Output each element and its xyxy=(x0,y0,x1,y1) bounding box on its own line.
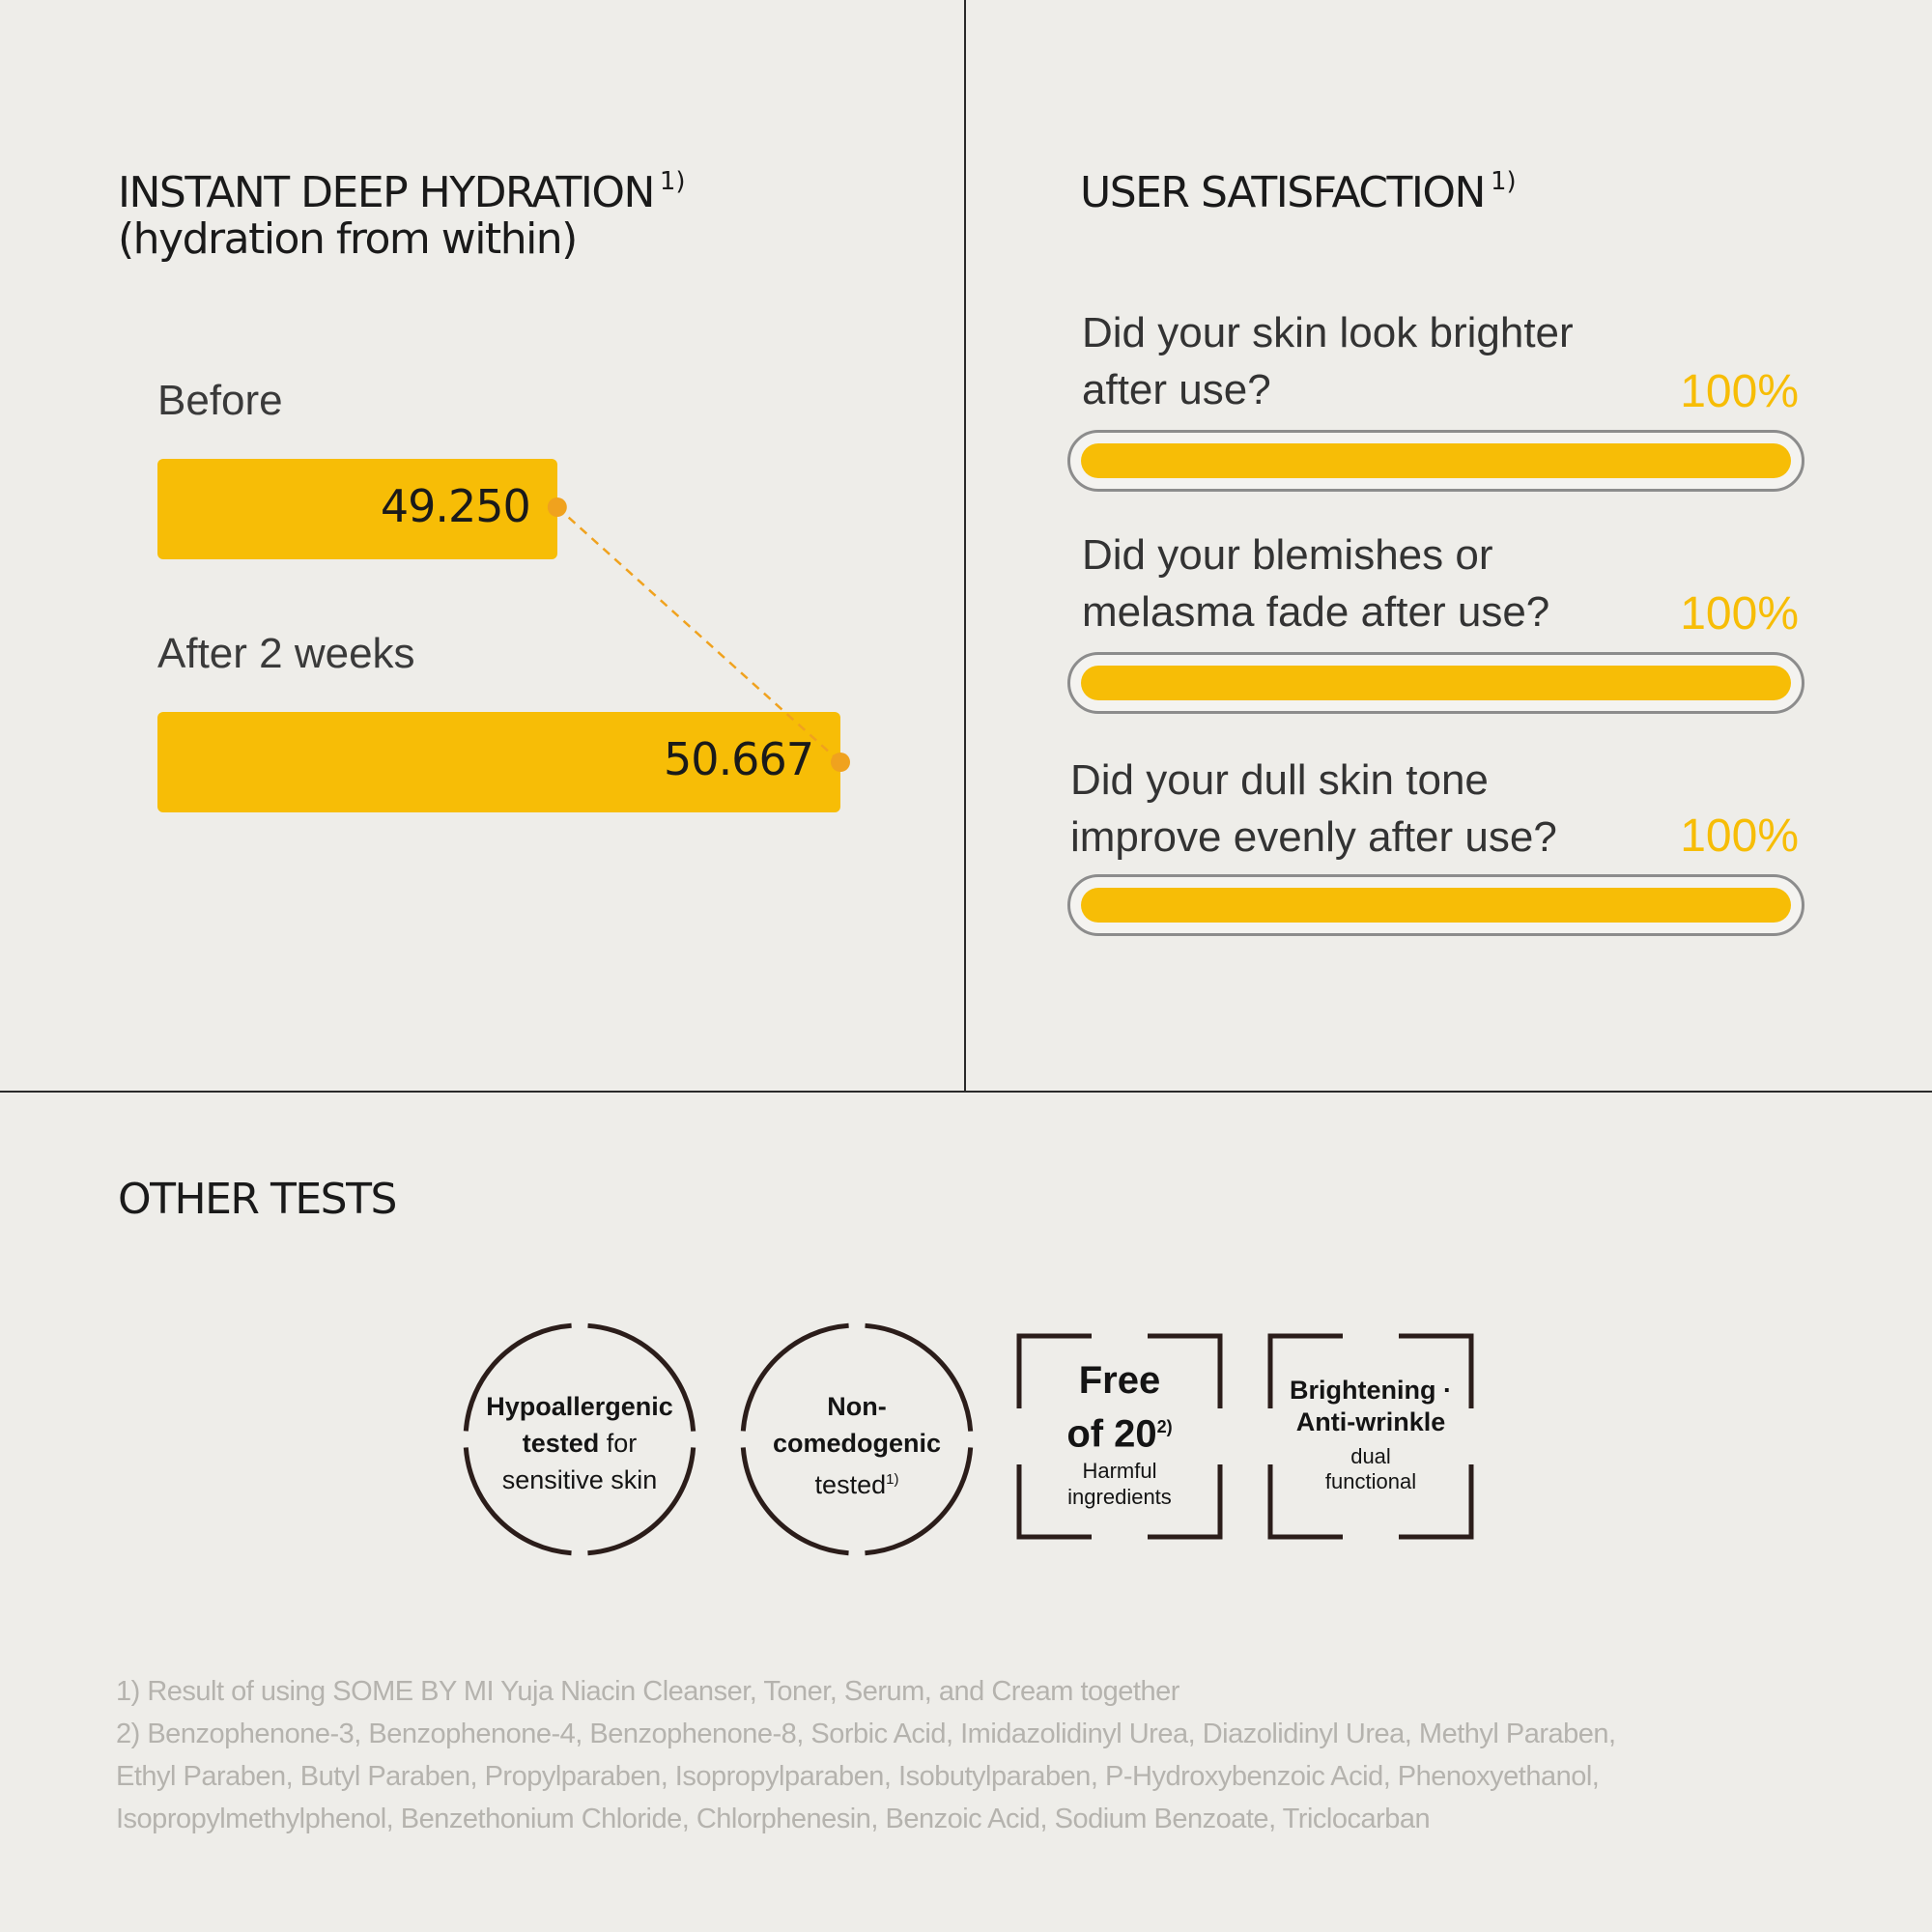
question-3 xyxy=(1070,752,1557,866)
footnote-1: 1) Result of using SOME BY MI Yuja Niacin Cleanser, Toner, Serum, and Cream together xyxy=(116,1676,1179,1707)
noncomedogenic-bold2: comedogenic xyxy=(772,1429,942,1458)
question-3-percent: 100% xyxy=(1680,810,1799,862)
question-1-fill xyxy=(1081,443,1791,478)
question-2-line1: Did your blemishes or xyxy=(1082,531,1493,579)
satisfaction-title-sup: 1) xyxy=(1490,167,1517,196)
dual-small2: functional xyxy=(1324,1469,1417,1493)
question-3-line2: improve evenly after use? xyxy=(1070,813,1557,861)
question-3-track xyxy=(1067,874,1804,936)
question-1-line1: Did your skin look brighter xyxy=(1082,309,1574,356)
hydration-bar-value-0: 49.250 xyxy=(380,480,530,532)
hydration-bar-value-1: 50.667 xyxy=(664,733,813,785)
noncomedogenic-normal3: tested xyxy=(814,1470,887,1499)
free-of-20-badge-text xyxy=(1016,1358,1223,1510)
dual-bold2: Anti-wrinkle xyxy=(1295,1407,1446,1436)
hydration-connector-line xyxy=(557,507,840,762)
hydration-bar-label-0: Before xyxy=(157,377,283,424)
question-1-line2: after use? xyxy=(1082,366,1271,413)
free-bold2: of 20 xyxy=(1066,1412,1157,1456)
question-1-track xyxy=(1067,430,1804,492)
question-3-fill xyxy=(1081,888,1791,923)
question-2-fill xyxy=(1081,666,1791,700)
hydration-subtitle: (hydration from within) xyxy=(118,214,577,264)
dual-functional-badge-text xyxy=(1267,1375,1474,1494)
noncomedogenic-bold1: Non- xyxy=(827,1392,887,1421)
question-1-percent: 100% xyxy=(1680,366,1799,417)
hypoallergenic-bold1: Hypoallergenic xyxy=(486,1392,673,1421)
question-3-line1: Did your dull skin tone xyxy=(1070,756,1489,804)
satisfaction-title xyxy=(1080,153,1517,222)
free-small1: Harmful xyxy=(1082,1459,1157,1484)
dual-small1: dual xyxy=(1350,1444,1391,1468)
question-2 xyxy=(1082,526,1549,640)
question-2-track xyxy=(1067,652,1804,714)
hydration-title-line1: INSTANT DEEP HYDRATION xyxy=(118,168,654,217)
free-sup: 2) xyxy=(1156,1417,1173,1436)
hydration-title-sup: 1) xyxy=(659,167,686,196)
footnote-2-line1: 2) Benzophenone-3, Benzophenone-4, Benzophenone-8, Sorbic Acid, Imidazolidinyl Urea, Diazolidinyl Urea, Methyl Paraben, xyxy=(116,1719,1616,1749)
free-small2: ingredients xyxy=(1067,1485,1172,1510)
hydration-point-1 xyxy=(831,753,850,772)
dual-bold1: Brightening · xyxy=(1290,1376,1452,1405)
hypoallergenic-bold2: tested xyxy=(522,1429,600,1458)
hydration-point-0 xyxy=(548,497,567,517)
question-1 xyxy=(1082,304,1574,418)
hydration-bar-label-1: After 2 weeks xyxy=(157,630,415,677)
question-2-line2: melasma fade after use? xyxy=(1082,588,1550,636)
free-bold1: Free xyxy=(1078,1359,1161,1402)
noncomedogenic-sup: 1) xyxy=(886,1471,899,1488)
noncomedogenic-badge-text xyxy=(736,1388,978,1503)
hypoallergenic-badge-text xyxy=(459,1388,700,1498)
footnote-2-line3: Isopropylmethylphenol, Benzethonium Chloride, Chlorphenesin, Benzoic Acid, Sodium Benzoate, Triclocarban xyxy=(116,1804,1431,1834)
hypoallergenic-normal2: for xyxy=(599,1429,638,1458)
question-2-percent: 100% xyxy=(1680,588,1799,639)
other-tests-title: OTHER TESTS xyxy=(118,1175,396,1224)
satisfaction-title-text: USER SATISFACTION xyxy=(1080,168,1485,217)
footnote-2-line2: Ethyl Paraben, Butyl Paraben, Propylparaben, Isopropylparaben, Isobutylparaben, P-Hydroxybenzoic Acid, Phenoxyethanol, xyxy=(116,1761,1600,1792)
hypoallergenic-normal3: sensitive skin xyxy=(501,1465,658,1494)
